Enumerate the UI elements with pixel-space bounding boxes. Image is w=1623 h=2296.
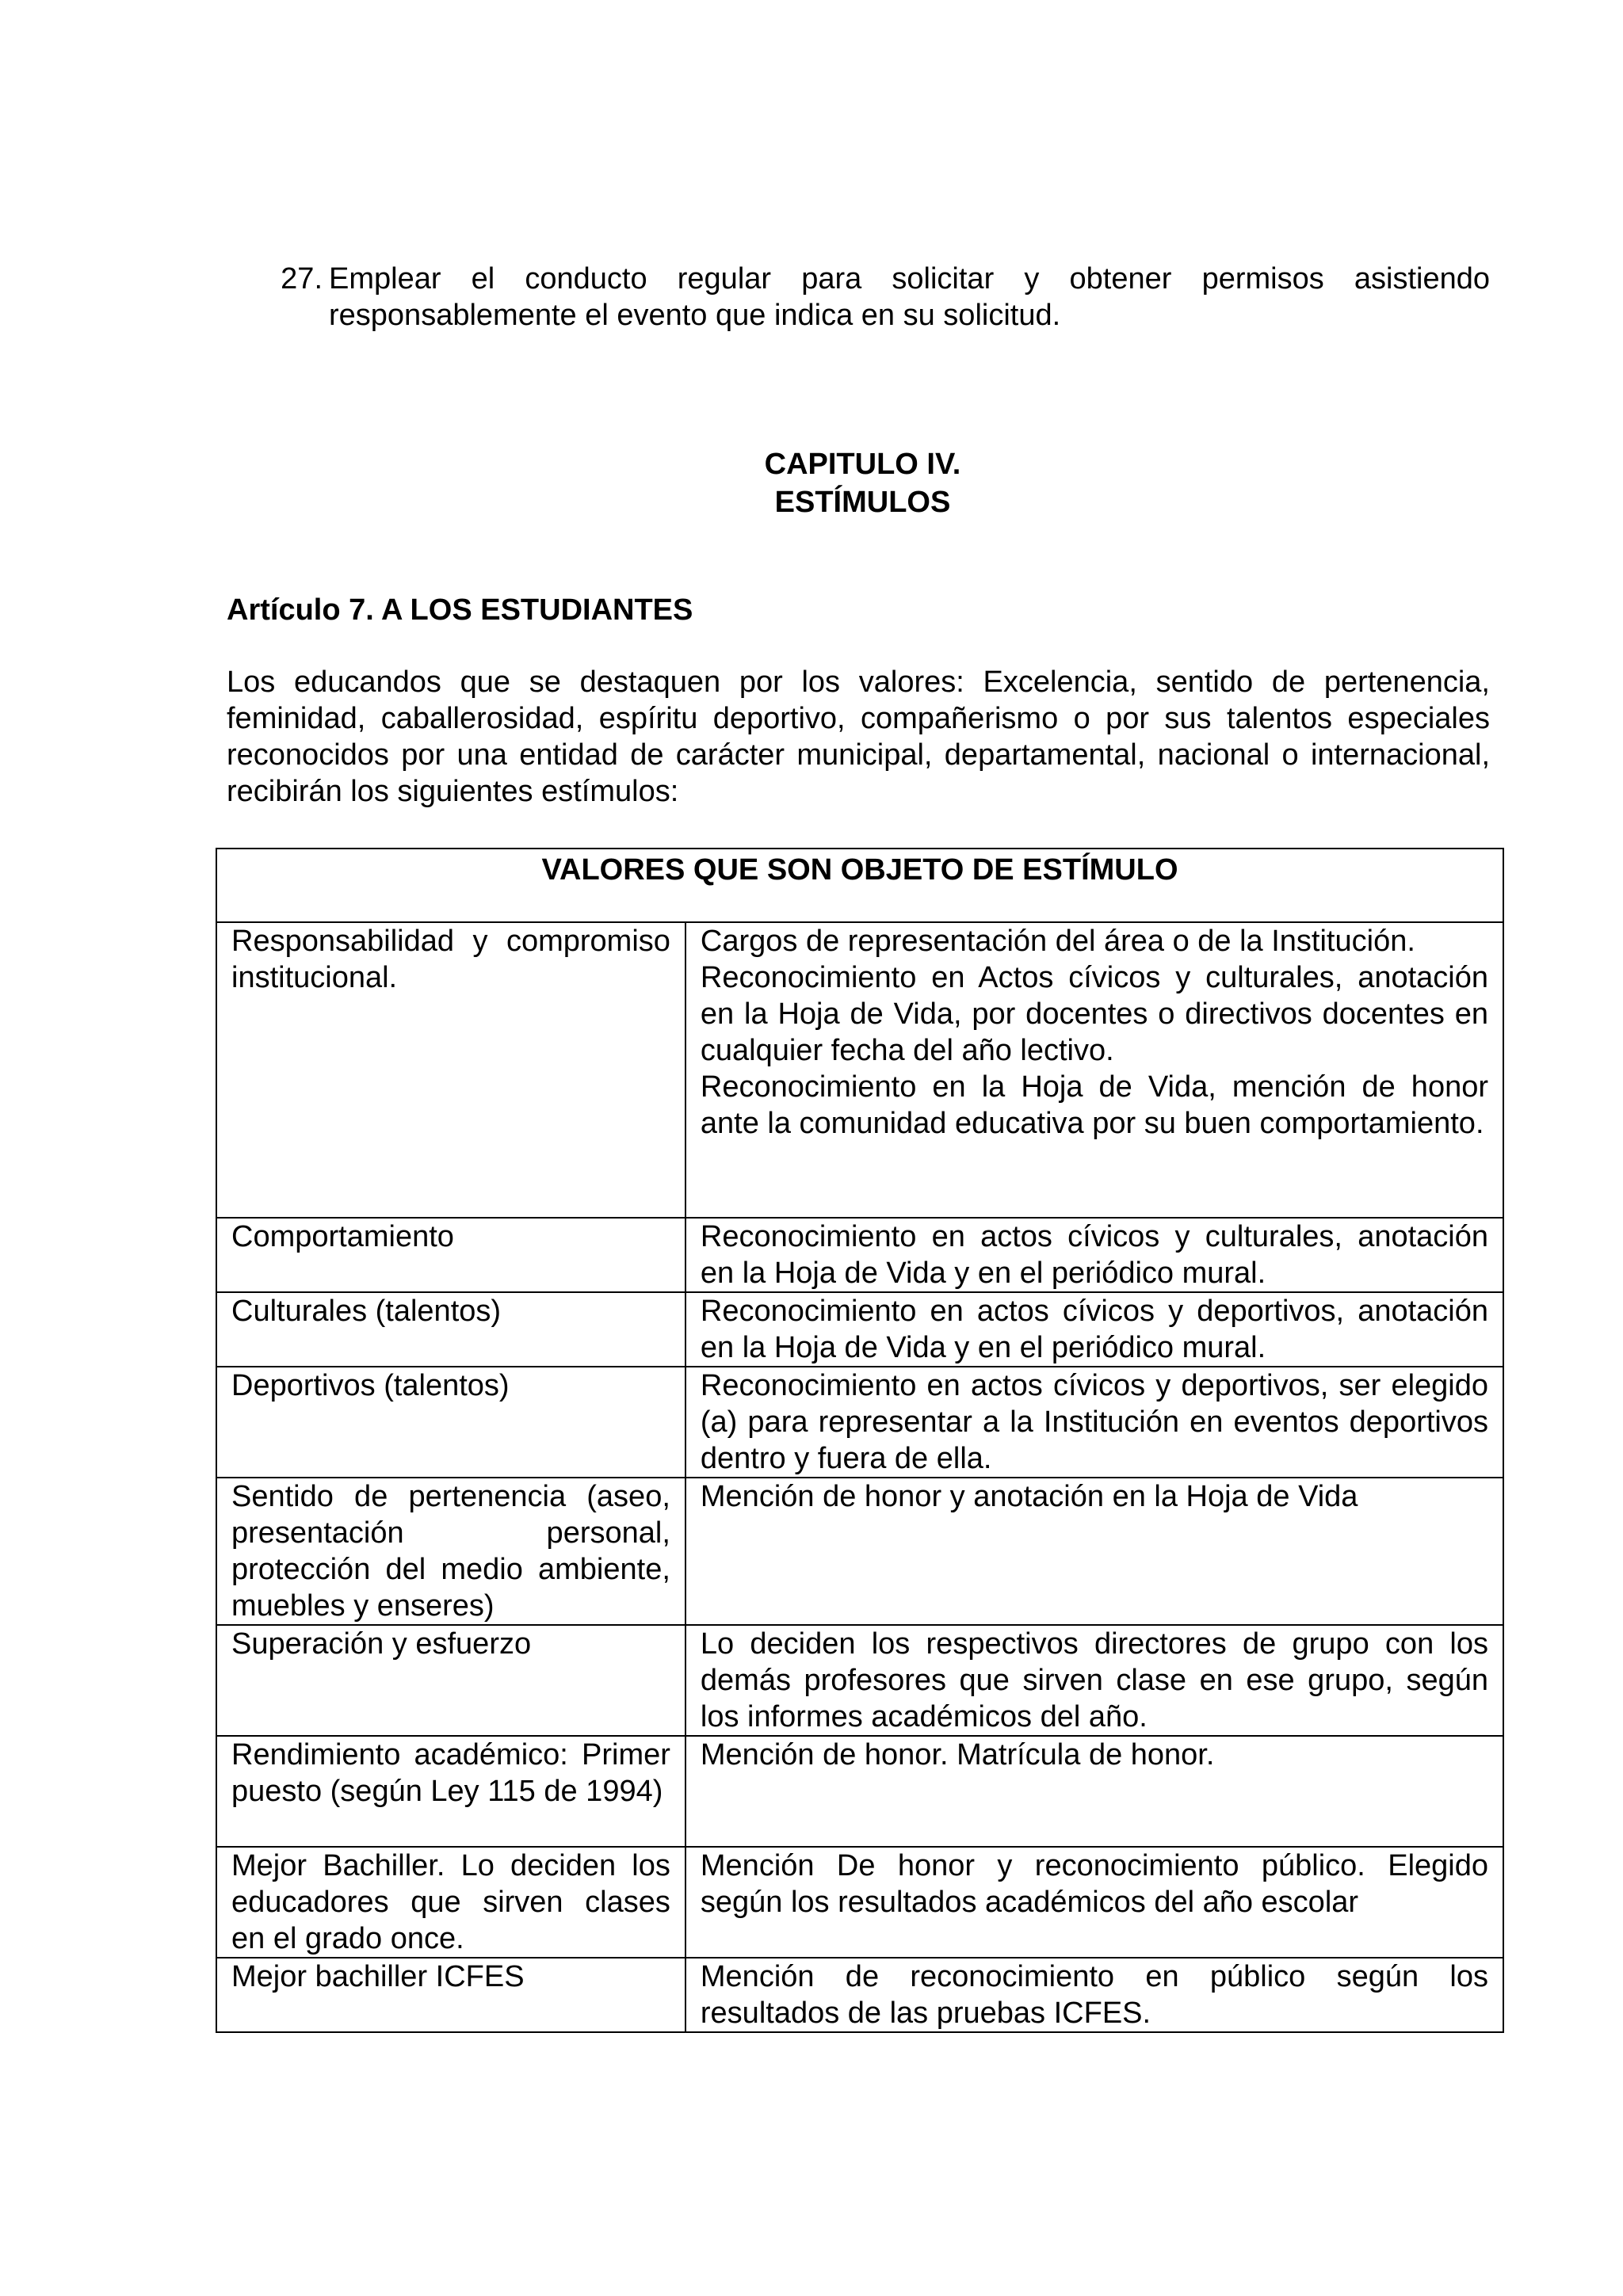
stimulus-line: Cargos de representación del área o de la Institución. [700,925,1415,958]
value-cell: Responsabilidad y compromiso institucional. [216,922,685,1218]
article-intro: Los educandos que se destaquen por los valores: Excelencia, sentido de pertenencia, feminidad, caballerosidad, espíritu deportivo, compañerismo o por sus talentos especiales reconocidos por una entidad de carácter municipal, departamental, nacional o internacional, recibirán los siguientes estímulos: [227,666,1490,808]
stimulus-cell [685,922,1503,1218]
table-row [216,1218,1503,1292]
list-item-number: 27. [281,262,323,296]
table-row [216,1367,1503,1478]
value-cell: Superación y esfuerzo [216,1625,685,1736]
stimulus-cell: Reconocimiento en actos cívicos y culturales, anotación en la Hoja de Vida y en el periódico mural. [685,1218,1503,1292]
stimulus-cell: Mención de honor y anotación en la Hoja de Vida [685,1478,1503,1625]
stimulus-cell: Mención de honor. Matrícula de honor. [685,1736,1503,1847]
table-row [216,922,1503,1218]
table-row [216,1958,1503,2032]
stimulus-cell: Reconocimiento en actos cívicos y deportivos, anotación en la Hoja de Vida y en el periódico mural. [685,1292,1503,1367]
value-cell: Comportamiento [216,1218,685,1292]
table-header-row [216,849,1503,922]
article-heading: Artículo 7. A LOS ESTUDIANTES [227,593,693,627]
stimulus-line: Reconocimiento en la Hoja de Vida, mención de honor ante la comunidad educativa por su buen comportamiento. [700,1070,1488,1140]
stimulus-cell: Reconocimiento en actos cívicos y deportivos, ser elegido (a) para representar a la Institución en eventos deportivos dentro y fuera de ella. [685,1367,1503,1478]
table-row [216,1625,1503,1736]
value-cell: Mejor bachiller ICFES [216,1958,685,2032]
list-item-27 [273,261,1490,334]
table-row [216,1478,1503,1625]
table-row [216,1736,1503,1847]
table-body [216,922,1503,2032]
chapter-number: CAPITULO IV. [764,448,961,481]
value-cell: Culturales (talentos) [216,1292,685,1367]
stimulus-line: Reconocimiento en Actos cívicos y culturales, anotación en la Hoja de Vida, por docentes o directivos docentes en cualquier fecha del año lectivo. [700,961,1488,1067]
list-item-text: Emplear el conducto regular para solicitar y obtener permisos asistiendo responsablemente el evento que indica en su solicitud. [329,262,1490,332]
table-header: VALORES QUE SON OBJETO DE ESTÍMULO [216,849,1503,922]
stimulus-table [216,848,1504,2033]
table-row [216,1847,1503,1958]
table-row [216,1292,1503,1367]
value-cell: Rendimiento académico: Primer puesto (según Ley 115 de 1994) [216,1736,685,1847]
stimulus-cell: Lo deciden los respectivos directores de grupo con los demás profesores que sirven clase en ese grupo, según los informes académicos del año. [685,1625,1503,1736]
stimulus-cell: Mención De honor y reconocimiento público. Elegido según los resultados académicos del año escolar [685,1847,1503,1958]
value-cell: Mejor Bachiller. Lo deciden los educadores que sirven clases en el grado once. [216,1847,685,1958]
value-cell: Sentido de pertenencia (aseo, presentación personal, protección del medio ambiente, muebles y enseres) [216,1478,685,1625]
chapter-title: ESTÍMULOS [774,486,951,519]
value-cell: Deportivos (talentos) [216,1367,685,1478]
stimulus-cell: Mención de reconocimiento en público según los resultados de las pruebas ICFES. [685,1958,1503,2032]
